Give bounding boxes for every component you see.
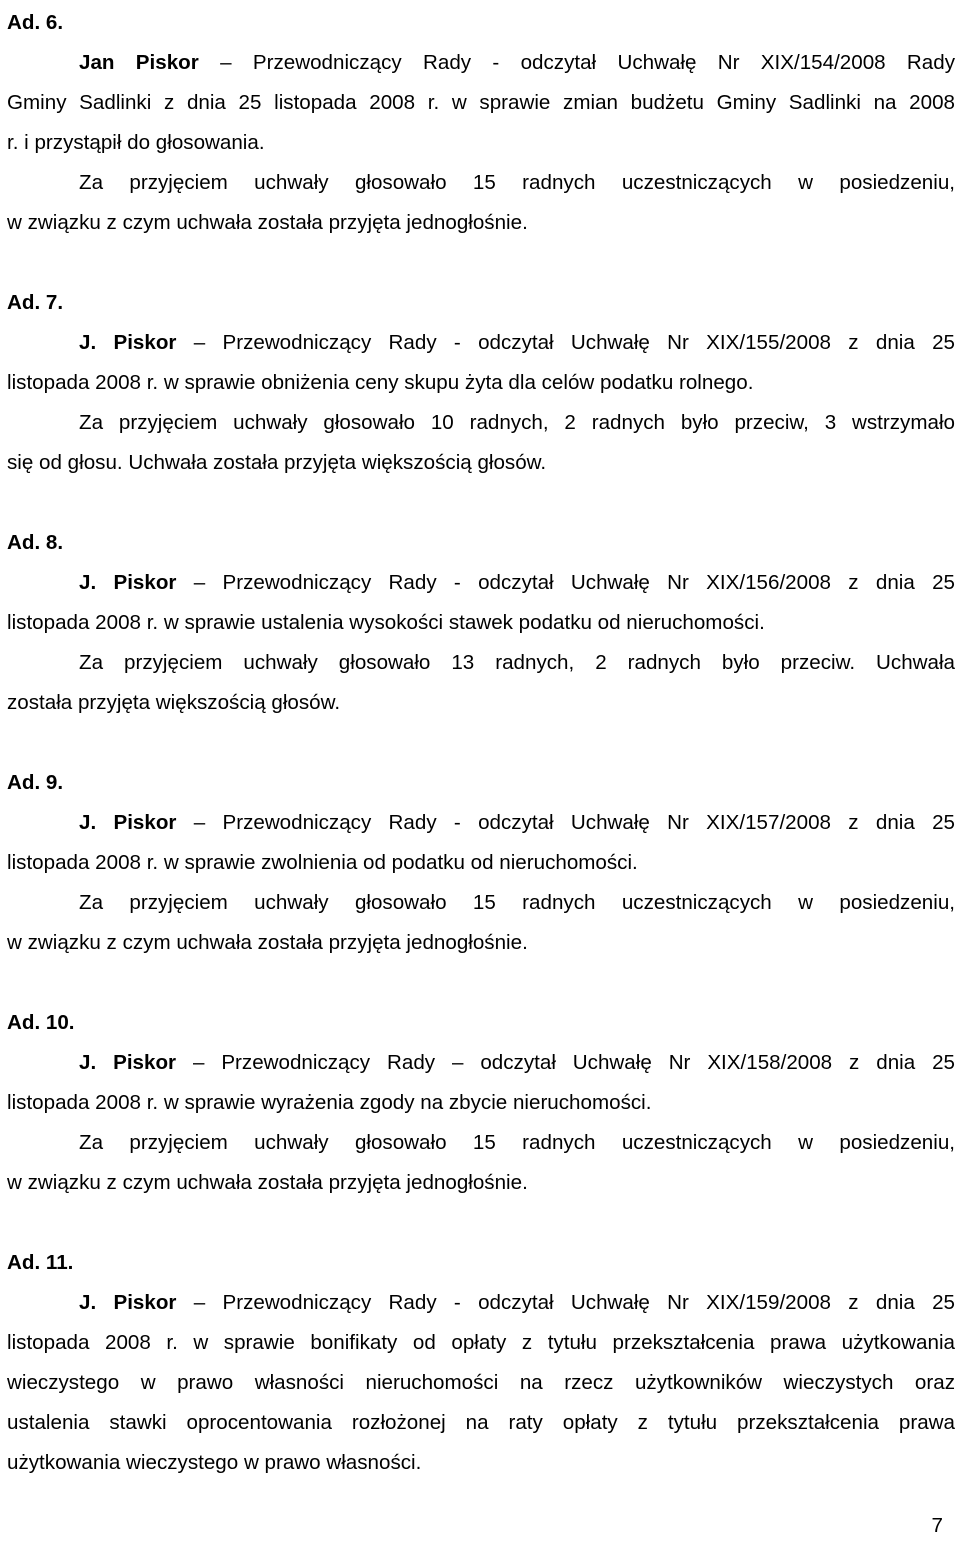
resolution-reading-line: Jan Piskor – Przewodniczący Rady - odczytał Uchwałę Nr XIX/154/2008 Rady bbox=[79, 51, 956, 74]
vote-result-line: w związku z czym uchwała została przyjęta jednogłośnie. bbox=[7, 1171, 528, 1194]
speaker-name: J. Piskor bbox=[79, 1291, 177, 1314]
resolution-reading-line: J. Piskor – Przewodniczący Rady - odczytał Uchwałę Nr XIX/156/2008 z dnia 25 bbox=[79, 571, 955, 594]
vote-result-line: Za przyjęciem uchwały głosowało 13 radnych, 2 radnych było przeciw. Uchwała bbox=[79, 651, 955, 674]
page-number: 7 bbox=[931, 1514, 943, 1537]
vote-result-line: została przyjęta większością głosów. bbox=[7, 691, 341, 714]
resolution-reading-line: listopada 2008 r. w sprawie zwolnienia od podatku od nieruchomości. bbox=[7, 851, 638, 874]
speaker-name: J. Piskor bbox=[79, 571, 177, 594]
vote-result-line: Za przyjęciem uchwały głosowało 15 radnych uczestniczących w posiedzeniu, bbox=[79, 891, 955, 914]
resolution-reading-line: Gminy Sadlinki z dnia 25 listopada 2008 r. w sprawie zmian budżetu Gminy Sadlinki na 2008 bbox=[7, 91, 955, 114]
vote-result-line: w związku z czym uchwała została przyjęta jednogłośnie. bbox=[7, 931, 528, 954]
resolution-reading-line: listopada 2008 r. w sprawie obniżenia ceny skupu żyta dla celów podatku rolnego. bbox=[7, 371, 754, 394]
resolution-reading-line: listopada 2008 r. w sprawie wyrażenia zgody na zbycie nieruchomości. bbox=[7, 1091, 652, 1114]
section-heading: Ad. 10. bbox=[7, 1011, 75, 1034]
resolution-reading-line: wieczystego w prawo własności nieruchomości na rzecz użytkowników wieczystych oraz bbox=[7, 1371, 955, 1394]
speaker-name: J. Piskor bbox=[79, 331, 177, 354]
resolution-reading-line: J. Piskor – Przewodniczący Rady - odczytał Uchwałę Nr XIX/159/2008 z dnia 25 bbox=[79, 1291, 955, 1314]
vote-result-line: Za przyjęciem uchwały głosowało 15 radnych uczestniczących w posiedzeniu, bbox=[79, 171, 955, 194]
section-heading: Ad. 6. bbox=[7, 11, 64, 34]
vote-result-line: się od głosu. Uchwała została przyjęta większością głosów. bbox=[7, 451, 547, 474]
section-heading: Ad. 11. bbox=[7, 1251, 74, 1274]
resolution-reading-line: ustalenia stawki oprocentowania rozłożonej na raty opłaty z tytułu przekształcenia prawa bbox=[7, 1411, 955, 1434]
resolution-reading-line: r. i przystąpił do głosowania. bbox=[7, 131, 265, 154]
resolution-reading-line: J. Piskor – Przewodniczący Rady - odczytał Uchwałę Nr XIX/155/2008 z dnia 25 bbox=[79, 331, 955, 354]
speaker-name: J. Piskor bbox=[79, 811, 177, 834]
document-page bbox=[7, 0, 955, 1483]
section-heading: Ad. 9. bbox=[7, 771, 64, 794]
resolution-reading-line: J. Piskor – Przewodniczący Rady – odczytał Uchwałę Nr XIX/158/2008 z dnia 25 bbox=[79, 1051, 955, 1074]
resolution-reading-line: listopada 2008 r. w sprawie bonifikaty od opłaty z tytułu przekształcenia prawa użytkowania bbox=[7, 1331, 955, 1354]
vote-result-line: Za przyjęciem uchwały głosowało 10 radnych, 2 radnych było przeciw, 3 wstrzymało bbox=[79, 411, 955, 434]
speaker-name: J. Piskor bbox=[79, 1051, 177, 1074]
resolution-reading-line: listopada 2008 r. w sprawie ustalenia wysokości stawek podatku od nieruchomości. bbox=[7, 611, 765, 634]
section-heading: Ad. 7. bbox=[7, 291, 64, 314]
resolution-reading-line: użytkowania wieczystego w prawo własności. bbox=[7, 1451, 422, 1474]
vote-result-line: Za przyjęciem uchwały głosowało 15 radnych uczestniczących w posiedzeniu, bbox=[79, 1131, 955, 1154]
resolution-reading-line: J. Piskor – Przewodniczący Rady - odczytał Uchwałę Nr XIX/157/2008 z dnia 25 bbox=[79, 811, 955, 834]
section-heading: Ad. 8. bbox=[7, 531, 64, 554]
vote-result-line: w związku z czym uchwała została przyjęta jednogłośnie. bbox=[7, 211, 528, 234]
speaker-name: Jan Piskor bbox=[79, 51, 199, 74]
